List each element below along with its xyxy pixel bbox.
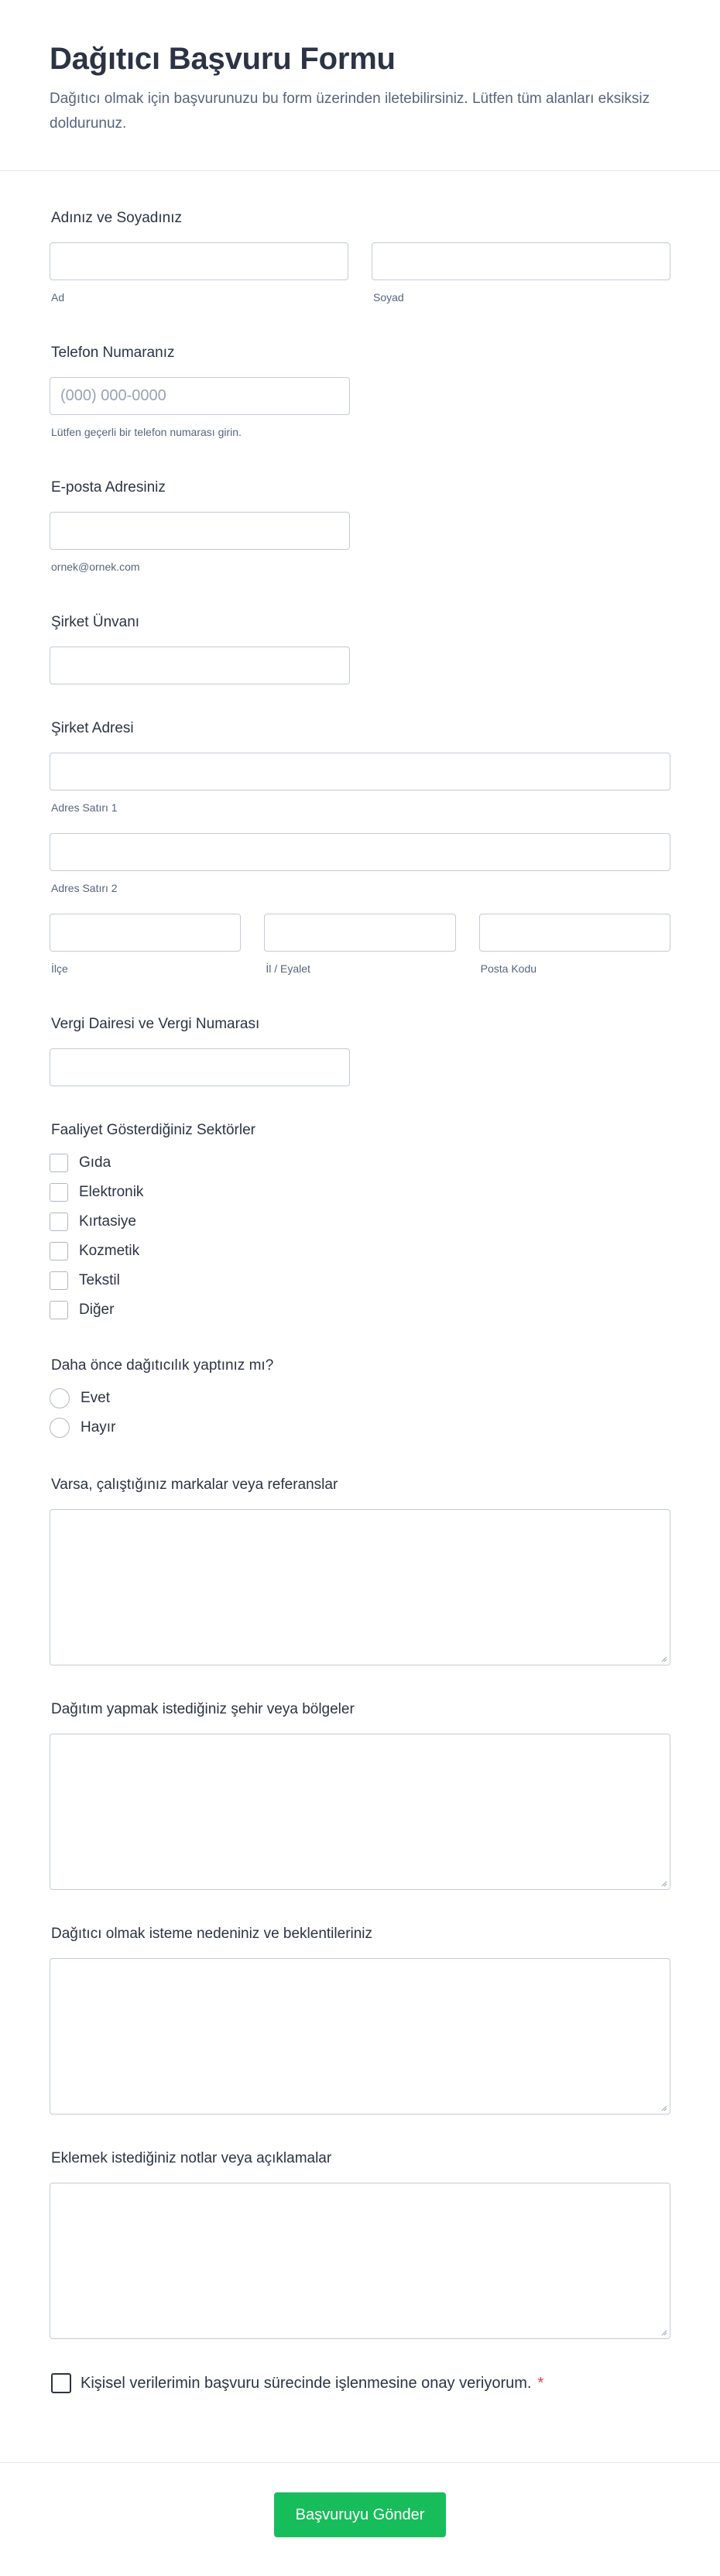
- sectors-label: Faaliyet Gösterdiğiniz Sektörler: [51, 1122, 255, 1138]
- form-description: Dağıtıcı olmak için başvurunuzu bu form üzerinden iletebilirsiniz. Lütfen tüm alanları eksiksiz doldurunuz.: [50, 91, 650, 132]
- sector-option[interactable]: [50, 1207, 670, 1237]
- tax-input[interactable]: [50, 1048, 350, 1086]
- sector-option[interactable]: [50, 1295, 670, 1325]
- sector-option[interactable]: [50, 1148, 670, 1178]
- sector-option[interactable]: [50, 1266, 670, 1295]
- address-label: Şirket Adresi: [51, 720, 134, 736]
- resize-handle-icon[interactable]: [660, 2104, 667, 2111]
- regions-label: Dağıtım yapmak istediğiniz şehir veya bölgeler: [51, 1701, 355, 1717]
- checkbox[interactable]: [50, 1242, 68, 1261]
- reason-field: [50, 1924, 670, 2115]
- email-input[interactable]: [50, 512, 350, 550]
- checkbox[interactable]: [50, 1154, 68, 1172]
- sector-option-label: Diğer: [79, 1302, 115, 1318]
- company-title-label: Şirket Ünvanı: [51, 614, 140, 630]
- address-line1-sublabel: Adres Satırı 1: [51, 801, 118, 814]
- sectors-field: [50, 1120, 670, 1325]
- references-textarea[interactable]: [50, 1509, 670, 1665]
- form-footer: [0, 2462, 720, 2576]
- tax-label: Vergi Dairesi ve Vergi Numarası: [51, 1016, 260, 1032]
- notes-field: [50, 2149, 670, 2339]
- experience-option-label: Evet: [81, 1390, 111, 1406]
- last-name-input[interactable]: [372, 242, 670, 280]
- phone-sublabel: Lütfen geçerli bir telefon numarası girin.: [51, 426, 242, 438]
- state-sublabel: İl / Eyalet: [266, 962, 310, 975]
- sector-option-label: Gıda: [79, 1154, 111, 1171]
- name-field: [50, 208, 670, 304]
- notes-textarea[interactable]: [50, 2183, 670, 2339]
- consent-checkbox[interactable]: [51, 2373, 71, 2393]
- phone-input[interactable]: (000) 000-0000: [50, 377, 350, 415]
- state-input[interactable]: [264, 914, 455, 952]
- district-sublabel: İlçe: [51, 962, 68, 975]
- reason-textarea[interactable]: [50, 1958, 670, 2115]
- phone-label: Telefon Numaranız: [51, 345, 175, 361]
- form-header: [0, 0, 720, 171]
- resize-handle-icon[interactable]: [660, 1879, 667, 1887]
- company-title-field: [50, 612, 670, 684]
- resize-handle-icon[interactable]: [660, 2328, 667, 2336]
- first-name-sublabel: Ad: [51, 291, 65, 304]
- postal-code-sublabel: Posta Kodu: [480, 962, 537, 975]
- district-input[interactable]: [50, 914, 241, 952]
- form-body: [0, 171, 720, 2393]
- required-asterisk: *: [537, 2374, 544, 2392]
- regions-textarea[interactable]: [50, 1734, 670, 1890]
- reason-label: Dağıtıcı olmak isteme nedeniniz ve beklentileriniz: [51, 1926, 373, 1942]
- experience-field: [50, 1356, 670, 1442]
- references-label: Varsa, çalıştığınız markalar veya referanslar: [51, 1477, 338, 1493]
- resize-handle-icon[interactable]: [660, 1655, 667, 1662]
- checkbox[interactable]: [50, 1301, 68, 1319]
- notes-label: Eklemek istediğiniz notlar veya açıklamalar: [51, 2150, 332, 2166]
- address-line2-input[interactable]: [50, 833, 670, 871]
- consent-text: Kişisel verilerimin başvuru sürecinde işlenmesine onay veriyorum.: [81, 2374, 532, 2392]
- consent-field[interactable]: [50, 2373, 670, 2393]
- name-label: Adınız ve Soyadınız: [51, 210, 182, 226]
- company-title-input[interactable]: [50, 647, 350, 684]
- sector-option-label: Kozmetik: [79, 1243, 140, 1259]
- phone-field: [50, 343, 670, 439]
- references-field: [50, 1475, 670, 1665]
- checkbox[interactable]: [50, 1271, 68, 1290]
- tax-field: [50, 1014, 670, 1086]
- experience-option-no[interactable]: [50, 1413, 670, 1442]
- address-field: [50, 719, 670, 976]
- submit-button[interactable]: Başvuruyu Gönder: [274, 2492, 446, 2537]
- first-name-input[interactable]: [50, 242, 348, 280]
- checkbox[interactable]: [50, 1183, 68, 1202]
- email-field: [50, 478, 670, 574]
- sector-option[interactable]: [50, 1237, 670, 1266]
- experience-option-yes[interactable]: [50, 1384, 670, 1413]
- sector-option-label: Tekstil: [79, 1272, 120, 1288]
- postal-code-input[interactable]: [479, 914, 670, 952]
- sector-option-label: Elektronik: [79, 1184, 144, 1200]
- address-line2-sublabel: Adres Satırı 2: [51, 882, 118, 894]
- email-sublabel: ornek@ornek.com: [51, 561, 140, 573]
- radio-button[interactable]: [50, 1388, 70, 1408]
- last-name-sublabel: Soyad: [373, 291, 404, 304]
- regions-field: [50, 1700, 670, 1890]
- experience-label: Daha önce dağıtıcılık yaptınız mı?: [51, 1357, 274, 1374]
- experience-option-label: Hayır: [81, 1419, 116, 1435]
- sector-option-label: Kırtasiye: [79, 1213, 136, 1230]
- form-title: Dağıtıcı Başvuru Formu: [50, 42, 396, 76]
- radio-button[interactable]: [50, 1418, 70, 1438]
- checkbox[interactable]: [50, 1213, 68, 1231]
- address-line1-input[interactable]: [50, 753, 670, 791]
- email-label: E-posta Adresiniz: [51, 479, 166, 496]
- sector-option[interactable]: [50, 1178, 670, 1207]
